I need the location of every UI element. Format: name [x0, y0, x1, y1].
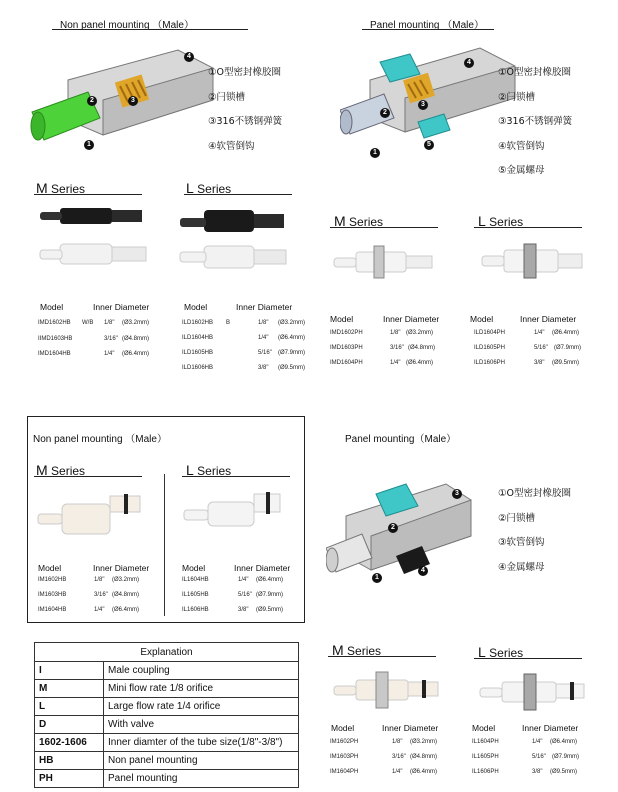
series-heading-m: M Series	[332, 642, 382, 658]
table-row	[35, 716, 299, 734]
table-row	[182, 592, 302, 602]
table-row	[35, 662, 299, 680]
column-header-inner-diameter: Inner Diameter	[236, 302, 293, 312]
code-cell: D	[35, 716, 104, 734]
table-row	[182, 607, 302, 617]
table-row	[472, 769, 612, 779]
cell-model: ILD1605PH	[474, 345, 506, 351]
series-heading-m: M Series	[36, 462, 86, 478]
table-row	[35, 752, 299, 770]
table-row	[38, 577, 158, 587]
code-cell: PH	[35, 770, 104, 788]
cell-mm: (Ø4.8mm)	[408, 345, 435, 351]
cell-model: IL1606HB	[182, 607, 209, 613]
cell-mm: (Ø4.8mm)	[410, 754, 437, 760]
cell-size: 1/4"	[94, 607, 105, 613]
table-row	[330, 330, 470, 340]
table-row	[38, 592, 158, 602]
series-underline	[34, 476, 142, 477]
product-photo-m-series-pv	[330, 668, 450, 712]
cell-size: 1/8"	[104, 320, 115, 326]
cell-mm: (Ø7.9mm)	[256, 592, 283, 598]
cell-mm: (Ø6.4mm)	[410, 769, 437, 775]
callout-marker-4: 4	[464, 58, 474, 68]
cell-model: IMD1604HB	[38, 351, 71, 357]
cell-mm: (Ø3.2mm)	[410, 739, 437, 745]
callout-marker-1: 1	[372, 573, 382, 583]
table-row	[330, 345, 470, 355]
cell-model: ILD1604PH	[474, 330, 506, 336]
callout-item: ②闩锁槽	[498, 91, 536, 103]
cell-model: IMD1603PH	[330, 345, 363, 351]
cell-model: ILD1605HB	[182, 350, 214, 356]
cell-model: IL1605PH	[472, 754, 499, 760]
cell-size: 1/8"	[258, 320, 269, 326]
product-photo-m-series-hb	[36, 200, 156, 280]
cell-mm: (Ø6.4mm)	[122, 351, 149, 357]
callout-marker-1: 1	[370, 148, 380, 158]
table-row	[182, 335, 332, 345]
table-row	[38, 607, 158, 617]
series-heading-l: L Series	[186, 180, 232, 196]
cell-mm: (Ø6.4mm)	[256, 577, 283, 583]
divider	[164, 474, 165, 616]
series-heading-m: M Series	[36, 180, 86, 196]
callout-marker-2: 2	[380, 108, 390, 118]
code-cell: L	[35, 698, 104, 716]
series-heading-l: L Series	[478, 644, 524, 660]
column-header-model: Model	[330, 314, 354, 324]
explanation-title: Explanation	[35, 643, 299, 662]
callout-marker-2: 2	[87, 96, 97, 106]
cell-size: 1/4"	[532, 739, 543, 745]
callout-item: ②闩锁槽	[498, 512, 536, 524]
cell-size: 1/4"	[534, 330, 545, 336]
cell-size: 5/16"	[238, 592, 252, 598]
cell-mm: (Ø9.5mm)	[552, 360, 579, 366]
cell-mm: (Ø4.8mm)	[112, 592, 139, 598]
table-row	[182, 320, 332, 330]
callout-item: ⑤金属螺母	[498, 165, 545, 176]
cell-size: 3/16"	[392, 754, 406, 760]
callout-item: ④软管倒钩	[498, 140, 545, 152]
cell-size: 1/4"	[104, 351, 115, 357]
cell-mm: (Ø3.2mm)	[278, 320, 305, 326]
title-underline	[52, 29, 248, 30]
table-row	[474, 360, 614, 370]
cell-size: 3/16"	[94, 592, 108, 598]
cell-model: IL1604PH	[472, 739, 499, 745]
code-cell: HB	[35, 752, 104, 770]
cell-mm: (Ø3.2mm)	[122, 320, 149, 326]
callout-item: ④金属螺母	[498, 561, 545, 573]
series-underline	[330, 227, 438, 228]
column-header-inner-diameter: Inner Diameter	[93, 302, 150, 312]
section-title-non-panel: Non panel mounting （Male）	[60, 20, 194, 31]
cell-size: 3/16"	[390, 345, 404, 351]
code-cell: I	[35, 662, 104, 680]
callout-list-panel	[498, 61, 572, 184]
callout-list-panel-2	[498, 482, 571, 580]
cell-model: IM1603PH	[330, 754, 359, 760]
cell-model: ILD1602HB	[182, 320, 214, 326]
callout-item: ③软管倒钩	[498, 537, 545, 548]
column-header-inner-diameter: Inner Diameter	[382, 723, 439, 733]
series-underline	[474, 227, 582, 228]
column-header-inner-diameter: Inner Diameter	[234, 563, 291, 573]
cell-size: 1/4"	[258, 335, 269, 341]
code-cell: 1602-1606	[35, 734, 104, 752]
cell-size: 5/16"	[532, 754, 546, 760]
cell-model: IM1602HB	[38, 577, 67, 583]
product-photo-m-series-nv	[34, 484, 154, 544]
column-header-model: Model	[38, 563, 62, 573]
column-header-model: Model	[182, 563, 206, 573]
column-header-inner-diameter: Inner Diameter	[520, 314, 577, 324]
callout-marker-4: 4	[184, 52, 194, 62]
table-row	[35, 698, 299, 716]
cell-mm: (Ø3.2mm)	[406, 330, 433, 336]
table-row	[35, 734, 299, 752]
product-photo-l-series-ph	[478, 236, 588, 286]
cell-note: W/B	[82, 320, 94, 326]
cell-model: IMD1602PH	[330, 330, 363, 336]
callout-item: ①O型密封橡胶圈	[208, 67, 281, 78]
callout-marker-3: 3	[128, 96, 138, 106]
cell-model: IM1604PH	[330, 769, 359, 775]
callout-marker-1: 1	[84, 140, 94, 150]
product-photo-l-series-pv	[476, 670, 596, 714]
cell-model: IIMD1603HB	[38, 336, 73, 342]
cell-mm: (Ø6.4mm)	[552, 330, 579, 336]
cell-size: 5/16"	[534, 345, 548, 351]
column-header-inner-diameter: Inner Diameter	[93, 563, 150, 573]
table-row	[474, 345, 614, 355]
table-row	[38, 336, 188, 346]
column-header-model: Model	[184, 302, 208, 312]
cell-size: 5/16"	[258, 350, 272, 356]
meaning-cell: Large flow rate 1/4 orifice	[104, 698, 299, 716]
series-underline	[328, 656, 436, 657]
cell-model: ILD1606PH	[474, 360, 506, 366]
cell-note: B	[226, 320, 231, 326]
callout-marker-4: 4	[418, 566, 428, 576]
table-row	[330, 739, 460, 749]
cell-model: IMD1604PH	[330, 360, 363, 366]
cell-model: ILD1606HB	[182, 365, 214, 371]
table-row	[474, 330, 614, 340]
cell-mm: (Ø6.4mm)	[278, 335, 305, 341]
explanation-table	[34, 642, 299, 788]
cell-model: IL1606PH	[472, 769, 499, 775]
column-header-model: Model	[331, 723, 355, 733]
table-row	[182, 350, 332, 360]
table-row	[472, 739, 612, 749]
callout-marker-3: 3	[418, 100, 428, 110]
callout-marker-3: 3	[452, 489, 462, 499]
series-heading-m: M Series	[334, 213, 384, 229]
callout-item: ②闩锁槽	[208, 91, 246, 103]
meaning-cell: Panel mounting	[104, 770, 299, 788]
cell-size: 3/8"	[238, 607, 249, 613]
cell-size: 1/4"	[390, 360, 401, 366]
table-row	[330, 769, 460, 779]
cell-model: IL1604HB	[182, 577, 209, 583]
code-cell: M	[35, 680, 104, 698]
meaning-cell: Male coupling	[104, 662, 299, 680]
table-row	[35, 680, 299, 698]
cell-mm: (Ø7.9mm)	[278, 350, 305, 356]
cell-size: 3/8"	[532, 769, 543, 775]
series-underline	[182, 476, 290, 477]
table-row	[38, 320, 188, 330]
table-row	[35, 770, 299, 788]
meaning-cell: Mini flow rate 1/8 orifice	[104, 680, 299, 698]
cell-model: IMD1602HB	[38, 320, 71, 326]
cell-model: IM1603HB	[38, 592, 67, 598]
table-row	[330, 754, 460, 764]
cell-mm: (Ø3.2mm)	[112, 577, 139, 583]
cell-mm: (Ø7.9mm)	[552, 754, 579, 760]
series-underline	[34, 194, 142, 195]
callout-list-non-panel	[208, 61, 282, 159]
title-underline	[362, 29, 494, 30]
section-title-panel: Panel mounting （Male）	[370, 20, 484, 31]
cell-mm: (Ø6.4mm)	[112, 607, 139, 613]
callout-marker-5: 5	[424, 140, 434, 150]
cell-mm: (Ø9.5mm)	[550, 769, 577, 775]
cell-size: 1/8"	[392, 739, 403, 745]
product-photo-m-series-ph	[330, 236, 440, 286]
cell-size: 3/8"	[258, 365, 269, 371]
series-heading-l: L Series	[478, 213, 524, 229]
series-underline	[184, 194, 292, 195]
cell-mm: (Ø9.5mm)	[278, 365, 305, 371]
cell-mm: (Ø4.8mm)	[122, 336, 149, 342]
cell-mm: (Ø7.9mm)	[554, 345, 581, 351]
callout-item: ①O型密封橡胶圈	[498, 488, 571, 499]
cell-size: 3/16"	[104, 336, 118, 342]
cell-model: IM1602PH	[330, 739, 359, 745]
column-header-model: Model	[472, 723, 496, 733]
product-photo-l-series-nv	[180, 486, 290, 536]
cell-size: 1/8"	[390, 330, 401, 336]
table-row	[330, 360, 470, 370]
section-title-panel: Panel mounting（Male）	[345, 434, 457, 445]
callout-item: ③316不锈钢弹簧	[498, 116, 573, 127]
meaning-cell: Inner diamter of the tube size(1/8"-3/8")	[104, 734, 299, 752]
table-row	[182, 577, 302, 587]
callout-marker-2: 2	[388, 523, 398, 533]
callout-item: ③316不锈钢弹簧	[208, 116, 283, 127]
cell-size: 1/4"	[238, 577, 249, 583]
meaning-cell: With valve	[104, 716, 299, 734]
section-title-non-panel: Non panel mounting （Male）	[33, 434, 167, 445]
table-row	[472, 754, 612, 764]
table-row	[38, 351, 188, 361]
cell-size: 1/8"	[94, 577, 105, 583]
product-photo-l-series-hb	[176, 204, 296, 284]
cell-model: ILD1604HB	[182, 335, 214, 341]
cell-model: IL1605HB	[182, 592, 209, 598]
table-row	[182, 365, 332, 375]
series-underline	[474, 658, 582, 659]
cell-model: IM1604HB	[38, 607, 67, 613]
cell-mm: (Ø6.4mm)	[550, 739, 577, 745]
cell-mm: (Ø9.5mm)	[256, 607, 283, 613]
column-header-inner-diameter: Inner Diameter	[383, 314, 440, 324]
cutaway-panel-illustration-2	[326, 466, 476, 586]
column-header-model: Model	[40, 302, 64, 312]
column-header-model: Model	[470, 314, 494, 324]
meaning-cell: Non panel mounting	[104, 752, 299, 770]
series-heading-l: L Series	[186, 462, 232, 478]
callout-item: ①O型密封橡胶圈	[498, 67, 571, 78]
column-header-inner-diameter: Inner Diameter	[522, 723, 579, 733]
cell-size: 3/8"	[534, 360, 545, 366]
cell-mm: (Ø6.4mm)	[406, 360, 433, 366]
cell-size: 1/4"	[392, 769, 403, 775]
callout-item: ④软管倒钩	[208, 140, 255, 152]
